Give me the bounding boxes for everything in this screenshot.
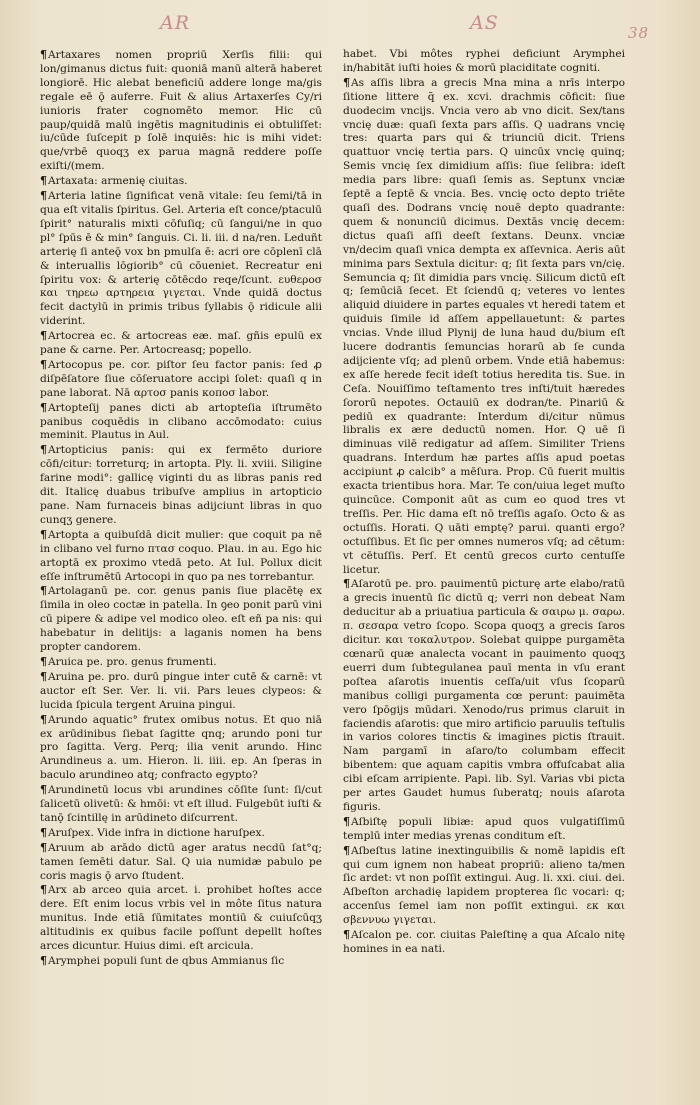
dictionary-entry xyxy=(343,928,625,957)
entry-text: habet. Vbi môtes ryphei deficiunt Arymphei in/habitāt iuſti hoies & morū placiditate cogniti. xyxy=(343,48,625,74)
pilcrow-icon: ¶ xyxy=(40,189,47,203)
pilcrow-icon: ¶ xyxy=(40,443,47,457)
entry-text: Artopta a quibuſdā dicit mulier: que coquit pa nē in clibano vel furno πτασ coquo. Plau. in au. Ego hic artoptā ex proximo vtedā peto. At Iul. Pollux dicit eſſe inſtrumētū Artocopi in quo pa nes torrebantur. xyxy=(40,528,322,583)
dictionary-entry xyxy=(40,713,322,784)
entry-text: Aſcalon pe. cor. ciuitas Paleſtinę a qua Aſcalo nitę homines in ea nati. xyxy=(343,929,625,955)
entry-text: Aruſpex. Vide infra in dictione haruſpex. xyxy=(48,826,265,839)
middle-handwritten-mark: AS xyxy=(470,12,499,34)
pilcrow-icon: ¶ xyxy=(40,712,47,726)
entry-text: Arundo aquatic° frutex omibus notus. Et quo niā ex arūdinibus ſiebat ſagitte qnq; arundo poni tur pro ſagitta. Verg. Perq; ilia venit arundo. Hinc Arundineus a. um. Hieron. li. iiii. ep. An ſperas in baculo arundineo atq; confracto egypto? xyxy=(40,713,322,782)
pilcrow-icon: ¶ xyxy=(40,654,47,668)
entry-text: Aruina pe. pro. durū pingue inter cutē & carnē: vt auctor eſt Ser. Ver. li. vii. Pars leues clypeos: & lucida ſpicula tergent Aruina pingui. xyxy=(40,670,322,711)
dictionary-entry xyxy=(40,443,322,527)
pilcrow-icon: ¶ xyxy=(40,357,47,371)
dictionary-entry xyxy=(40,670,322,713)
entry-text: Artopticius panis: qui ex fermēto duriore cōfi/citur: torreturq; in artopta. Ply. li. xviii. Siligine farine modi°: gallicę viginti du as libras panis red dit. Italicę duabus tribuſve amplius in artopticio pane. Nam furnaceis binas adijciunt libras in quo cunqʒ genere. xyxy=(40,444,322,526)
pilcrow-icon: ¶ xyxy=(40,783,47,797)
pilcrow-icon: ¶ xyxy=(40,527,47,541)
pilcrow-icon: ¶ xyxy=(40,400,47,414)
pilcrow-icon: ¶ xyxy=(343,814,350,828)
entry-text: Arx ab arceo quia arcet. i. prohibet hoſtes acce dere. Eſt enim locus vrbis vel in môte ſitus natura munitus. Inde etiā ſūmitates montiū & cuiuſcūqʒ altitudinis ex quibus facile poſſunt depellt hoſtes arces dicuntur. Huius dimi. eſt arcicula. xyxy=(40,884,322,953)
pilcrow-icon: ¶ xyxy=(343,843,350,857)
entry-text: Artaxares nomen propriū Xerſis filii: qui lon/gimanus dictus fuit: quoniā manū alterā haberet longiorē. Hic alebat beneficiū addere longe ma/gis regale eē ǭ auferre. Fuit & alius Artaxerſes Cy/ri iunioris frater cognomēto memor. Hic cū paup/quidā malū ingētis magnitudinis ei obtuliſſet: iu/cūde ſuſcepit p ſolē inquiēs: hic is mihi videt: que/vrbē quoqʒ ex parua magnā reddere poſſe exiſti/(mem. xyxy=(40,49,322,173)
dictionary-entry xyxy=(40,358,322,401)
dictionary-entry xyxy=(40,826,322,841)
left-text-column xyxy=(40,48,322,969)
entry-text: Arteria latine ſignificat venā vitale: ſeu ſemi/tā in qua eſt vitalis ſpiritus. Gel. Arteria eſt conce/ptaculū ſpirit° naturalis mixti cōfuſiq; cū ſangui/ne in quo pl° ſpūs ē & min° ſanguis. Ci. li. iii. d na/ren. Leduñt arterię ſi anteǭ vox bn pmulſa ē: acri ore cōplenī clā & interuallis lōgiorib° cū cōueniet. Recreatur eni ſpiritu vox: & arterię cōtēcdo reqe/ſcunt. ευθεροσ και τηρεω αρτηρεια γιγεται. Vnde quidā doctus fecit dactylū in primis tribus ſyllabis ǭ ridicule alii viderint. xyxy=(40,190,322,328)
dictionary-entry xyxy=(343,76,625,578)
page-number: 38 xyxy=(628,24,650,42)
dictionary-entry xyxy=(343,815,625,844)
entry-text: Artocopus pe. cor. piſtor ſeu factor panis: ſed ꝓ diſpēſatore ſiue cōſeruatore accipi ſolet: quaſi q in pane laborat. Nā αρτοσ panis κοποσ labor. xyxy=(40,358,322,399)
pilcrow-icon: ¶ xyxy=(40,840,47,854)
entry-text: Aſarotū pe. pro. pauimentū picturę arte elabo/ratū a grecis inuentū ſic dictū q; verri non debeat Nam deducitur ab a priuatiua particula & σαιρω μ. σαρω. π. σεσαρα vetro ſcopo. Scopa quoqʒ a grecis ſaros dicitur. και τοκαλυτρον. Solebat quippe purgamēta cœnarū quæ analecta vocant in pauimento quoqʒ euerri dum ſubtegulanea pauī menta in vſu erant poſtea aſarotis inuentis ceſſa/uit vſus ſcoparū manibus colligi purgamenta cœ perunt: pauimēta vero ſpōgijs mūdari. Xenodo/rus primus claruit in faciendis aſarotis: que miro artificio paruulis teſtulis in varios colores tinctis & imagines pictis ſtrauit. Nam pargamī in aſaro/to columbam effecit bibentem: que aquam capitis vmbra offuſcabat alia cibi eſcam arripiente. Papi. lib. Syl. Varias vbi picta per artes Gaudet humus ſuberatq; nouis aſarota figuris. xyxy=(343,578,625,813)
pilcrow-icon: ¶ xyxy=(40,883,47,897)
entry-text: Artolaganū pe. cor. genus panis ſiue placētę ex ſimila in oleo coctæ in patella. In ꝯeo ponit parū vini cū pipere & adipe vel modico oleo. eſt eñ pa nis: qui habebatur in delitijs: a laganis nomen ha bens propter candorem. xyxy=(40,585,322,654)
right-text-column xyxy=(343,48,625,957)
dictionary-entry xyxy=(40,48,322,174)
dictionary-entry xyxy=(343,48,625,76)
dictionary-entry xyxy=(40,584,322,655)
pilcrow-icon: ¶ xyxy=(40,954,47,967)
entry-text: Aſbiſtę populi libiæ: apud quos vulgatiſſimū templū inter medias yrenas conditum eſt. xyxy=(343,815,625,842)
pilcrow-icon: ¶ xyxy=(40,825,47,839)
dictionary-entry xyxy=(343,844,625,928)
pilcrow-icon: ¶ xyxy=(40,669,47,683)
pilcrow-icon: ¶ xyxy=(343,75,350,89)
pilcrow-icon: ¶ xyxy=(343,928,350,942)
entry-text: Artaxata: armenię ciuitas. xyxy=(48,175,188,188)
entry-text: As aſſis libra a grecis Mna mina a nrīs interpo ſitione littere q̄ ex. xcvi. drachmis cōficit: ſiue duodecim vncijs. Vncia vero ab vno dicit. Sex/tans vncię duæ: quaſi ſexta pars aſſis. Q uadrans vncię tres: quarta pars qui & triunciū dicit. Triens quattuor vncię tertia pars. Q uincūx vncię quinq; Semis vncię ſex dimidium aſſis: ſiue ſelibra: ideſt media pars libre: quaſi ſemis as. Septunx vnciæ ſeptē a ſeptē & vncia. Bes. vncię octo depto triēte quaſi des. Dodrans vncię nouē depto quadrante: quem & nonunciū dicimus. Dextās vncię decem: dictus quaſi aſſi deeſt ſextans. Deunx. vnciæ vn/decim quaſi vnica dempta ex aſſevnica. Aeris aūt minima pars Sextula dicitur: q; ſit ſexta pars vn/cię. Semuncia q; ſit dimidia pars vncię. Silicum dictū eſt q; ſemūciā ſecet. Et ſciendū q; veteres vo lentes aliquid diuidere in partes equales vt heredi tatem et quiduis ſimile id aſſem appellauetunt: & partes vncias. Vnde illud Plynij de luna haud du/bium eſt lucere dodrantis ſemuncias horarū ab ſe cunda adijciente vſq; ad plenū orbem. Vnde etiā habemus: ex aſſe herede fecit ideſt totius heredita tis. Sue. in Ceſa. Nouiſſimo teſtamento tres inſti/tuit hæredes ſororū nepotes. Octauiū ex dodran/te. Pinariū & pediū ex quadrante: Interdum di/citur nūmus libralis ex ære deductū nomen. Hor. Q uē ſi diminuas vilē redigatur ad aſſem. Similiter Triens quadrans. Interdum hæ partes aſſis apud poetas accipiunt ꝓ calcib° a mēſura. Prop. Cū fuerit multis exacta trientibus hora. Mar. Te con/uiua leget muſto quincūce. Componit aūt as cum eo quod tres vt treſſis. Per. Hic dama eſt nō treſſis agaſo. Octo & as octuſſis. Horati. Q uāti emptę? parui. quanti ergo? octuſſibus. Et ſic per omnes numeros vſq; ad cētum: vt cētuſſis. Perſ. Et centū grecos curto centuſſe licetur. xyxy=(343,76,625,576)
entry-text: Aruum ab arādo dictū ager aratus necdū ſat°q; tamen ſemēti datur. Sal. Q uia numidæ pabulo pe coris magis ǭ arvo ſtudent. xyxy=(40,841,322,882)
entry-text: Arymphei populi ſunt de qbus Ammianus ſic xyxy=(48,955,285,967)
pilcrow-icon: ¶ xyxy=(40,584,47,598)
dictionary-entry xyxy=(40,954,322,969)
pilcrow-icon: ¶ xyxy=(40,329,47,343)
dictionary-entry xyxy=(40,401,322,444)
dictionary-entry xyxy=(40,655,322,670)
entry-text: Artocrea ec. & artocreas eæ. maſ. gñis epulū ex pane & carne. Per. Artocreasq; popello. xyxy=(40,330,322,357)
entry-text: Aruica pe. pro. genus frumenti. xyxy=(48,655,217,668)
dictionary-entry xyxy=(40,174,322,189)
pilcrow-icon: ¶ xyxy=(40,174,47,188)
dictionary-entry xyxy=(40,841,322,884)
left-handwritten-mark: AR xyxy=(160,12,191,34)
dictionary-entry xyxy=(40,329,322,358)
dictionary-entry xyxy=(40,883,322,954)
entry-text: Artopteſij panes dicti ab artopteſia iſtrumēto panibus coquēdis in clibano accōmodato: cuius meminit. Plautus in Aul. xyxy=(40,401,322,442)
entry-text: Arundinetū locus vbi arundines cōſite ſunt: ſi/cut ſalicetū olivetū: & hmōi: vt eſt illud. Fulgebūt iuſti & tanǭ ſcintillę in arūdineto diſcurrent. xyxy=(40,784,322,824)
dictionary-entry xyxy=(40,783,322,826)
entry-text: Aſbeſtus latine inextinguibilis & nomē lapidis eſt qui cum ignem non habeat propriū: alieno ta/men ſic ardet: vt non poſſit extingui. Aug. li. xxi. ciui. dei. Aſbeſton archadię lapidem propterea ſic vocari: q; accenſus ſemel iam non poſſit extingui. εκ και σβεννυω γιγεται. xyxy=(343,844,625,927)
pilcrow-icon: ¶ xyxy=(343,577,350,591)
pilcrow-icon: ¶ xyxy=(40,48,47,61)
dictionary-entry xyxy=(343,577,625,814)
dictionary-entry xyxy=(40,189,322,329)
dictionary-entry xyxy=(40,528,322,585)
